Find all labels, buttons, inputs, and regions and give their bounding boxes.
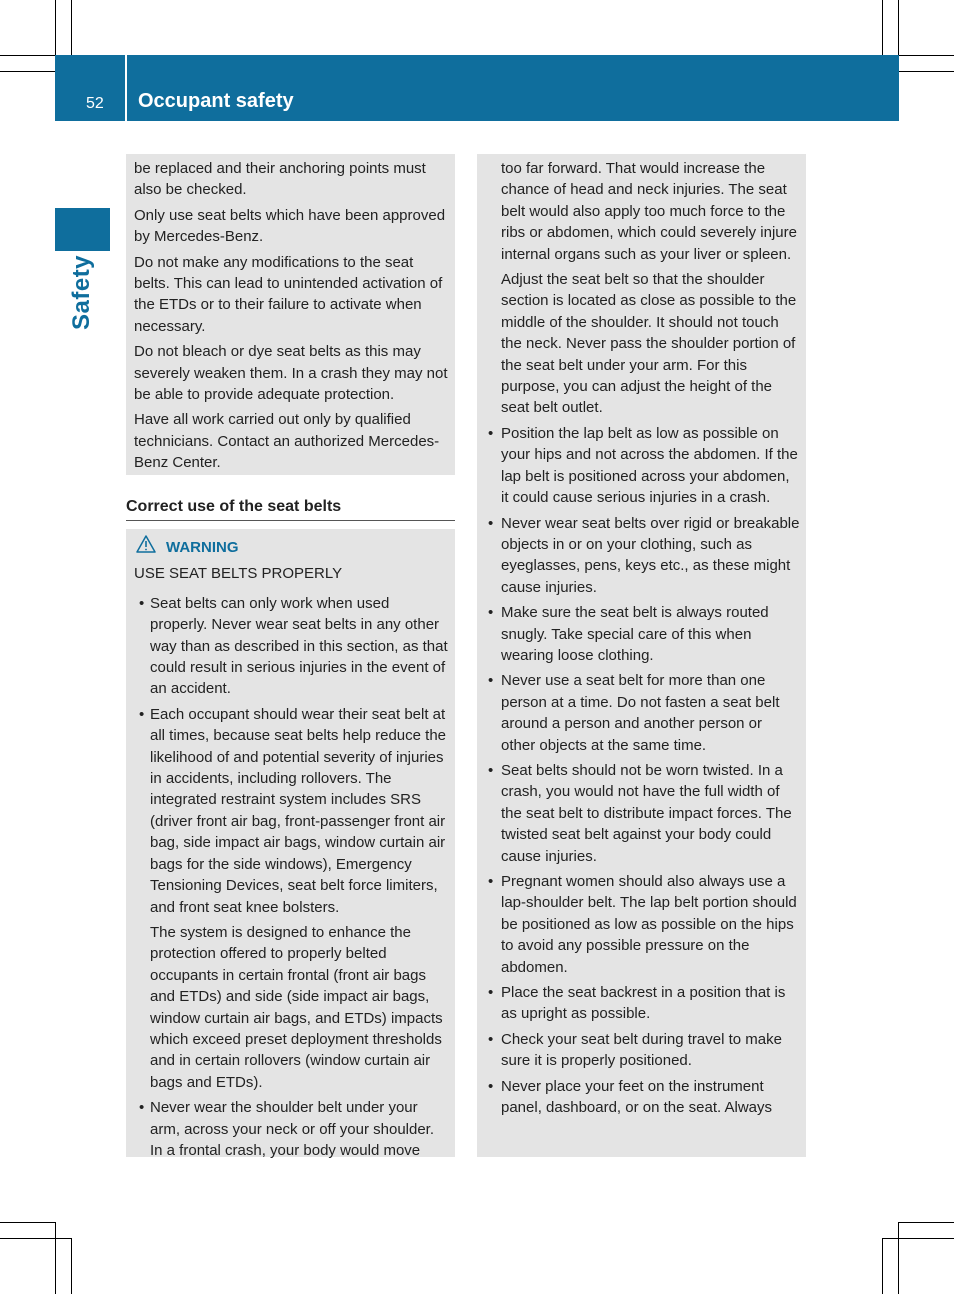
- warning-title: USE SEAT BELTS PROPERLY: [134, 565, 343, 583]
- crop-mark: [882, 0, 883, 55]
- list-item: • Seat belts should not be worn twisted. In a crash, you would not have the full width of the seat belt to distribute impact forces. The twisted seat belt against your body could cause injuries.: [501, 760, 800, 867]
- warning-triangle-icon: [136, 535, 156, 559]
- subsection-heading: Correct use of the seat belts: [126, 498, 342, 515]
- crop-mark: [0, 55, 55, 56]
- list-item: • Never use a seat belt for more than one person at a time. Do not fasten a seat belt around a person and another person or other objects at the same time.: [501, 670, 800, 756]
- list-item: • Pregnant women should also always use a lap-shoulder belt. The lap belt portion should be positioned as low as possible on the hips to avoid any possible pressure on the abdomen.: [501, 871, 800, 978]
- list-item: • Seat belts can only work when used properly. Never wear seat belts in any other way than as described in this section, as that could result in serious injuries in the event of an accident.: [134, 593, 449, 700]
- list-item: • Position the lap belt as low as possible on your hips and not across the abdomen. If the lap belt is positioned across your abdomen, it could cause serious injuries in a crash.: [501, 423, 800, 509]
- crop-mark: [883, 1238, 954, 1239]
- crop-mark: [0, 1222, 55, 1223]
- paragraph: Only use seat belts which have been approved by Mercedes-Benz.: [134, 206, 446, 246]
- page-number: 52: [86, 95, 104, 112]
- paragraph: Adjust the seat belt so that the shoulder section is located as close as possible to the middle of the shoulder. It should not touch the neck. Never pass the shoulder portion of the seat belt under your arm. For this purpose, you can adjust the height of the seat belt outlet.: [501, 271, 797, 417]
- crop-mark: [899, 1222, 954, 1223]
- section-title: Occupant safety: [138, 90, 294, 112]
- crop-mark: [899, 71, 954, 72]
- paragraph: Do not make any modifications to the seat belts. This can lead to unintended activation of the ETDs or to their failure to activate when necessary.: [134, 253, 443, 335]
- paragraph: Have all work carried out only by qualified technicians. Contact an authorized Mercedes-Benz Center.: [134, 411, 440, 472]
- list-item: • Make sure the seat belt is always routed snugly. Take special care of this when wearing loose clothing.: [501, 602, 800, 666]
- warning-box-continued: [477, 154, 806, 1157]
- paragraph: be replaced and their anchoring points must also be checked.: [134, 160, 426, 199]
- crop-mark: [898, 0, 899, 55]
- crop-mark: [899, 55, 954, 56]
- bullet-list: [501, 423, 800, 1119]
- list-item: • Never place your feet on the instrument panel, dashboard, or on the seat. Always: [501, 1076, 800, 1119]
- crop-mark: [71, 0, 72, 55]
- crop-mark: [0, 71, 55, 72]
- warning-bullet-list-2: [134, 1097, 449, 1161]
- crop-mark: [0, 1238, 71, 1239]
- list-item-continuation: The system is designed to enhance the protection offered to properly belted occupants in certain frontal (front air bags and ETDs) and side (side impact air bags, window curtain air bags, and ETDs) impacts which exceed preset deployment thresholds and in certain rollovers (window curtain air bags and ETDs).: [150, 923, 443, 1091]
- list-item: • Never wear the shoulder belt under your arm, across your neck or off your shoulder. In a frontal crash, your body would move: [134, 1097, 449, 1161]
- warning-bullet-list: [134, 593, 449, 918]
- crop-mark: [898, 1222, 899, 1294]
- note-box-top: [126, 154, 455, 475]
- heading-rule: [126, 520, 455, 521]
- list-item: • Each occupant should wear their seat belt at all times, because seat belts help reduce the likelihood of and potential severity of injuries in accidents, including rollovers. The integrated restraint system includes SRS (driver front air bag, front-passenger front air bag, side impact air bags, window curtain air bags for the side windows), Emergency Tensioning Devices, seat belt force limiters, and front seat knee bolsters.: [134, 704, 449, 918]
- paragraph: too far forward. That would increase the chance of head and neck injuries. The seat belt would also apply too much force to the ribs or abdomen, which could severely injure internal organs such as your liver or spleen.: [501, 160, 797, 263]
- side-tab-label: Safety: [68, 254, 95, 330]
- crop-mark: [71, 1238, 72, 1294]
- list-item: • Never wear seat belts over rigid or breakable objects in or on your clothing, such as eyeglasses, pens, keys etc., as these might cause injuries.: [501, 513, 800, 599]
- paragraph: Do not bleach or dye seat belts as this may severely weaken them. In a crash they may not be able to provide adequate protection.: [134, 343, 448, 404]
- list-item: • Place the seat backrest in a position that is as upright as possible.: [501, 982, 800, 1025]
- crop-mark: [55, 0, 56, 55]
- crop-mark: [882, 1238, 883, 1294]
- list-item: • Check your seat belt during travel to make sure it is properly positioned.: [501, 1029, 800, 1072]
- header-divider: [125, 55, 127, 121]
- crop-mark: [55, 1222, 56, 1294]
- warning-header: [136, 535, 449, 559]
- warning-box: [126, 529, 455, 1157]
- warning-label: WARNING: [166, 538, 239, 556]
